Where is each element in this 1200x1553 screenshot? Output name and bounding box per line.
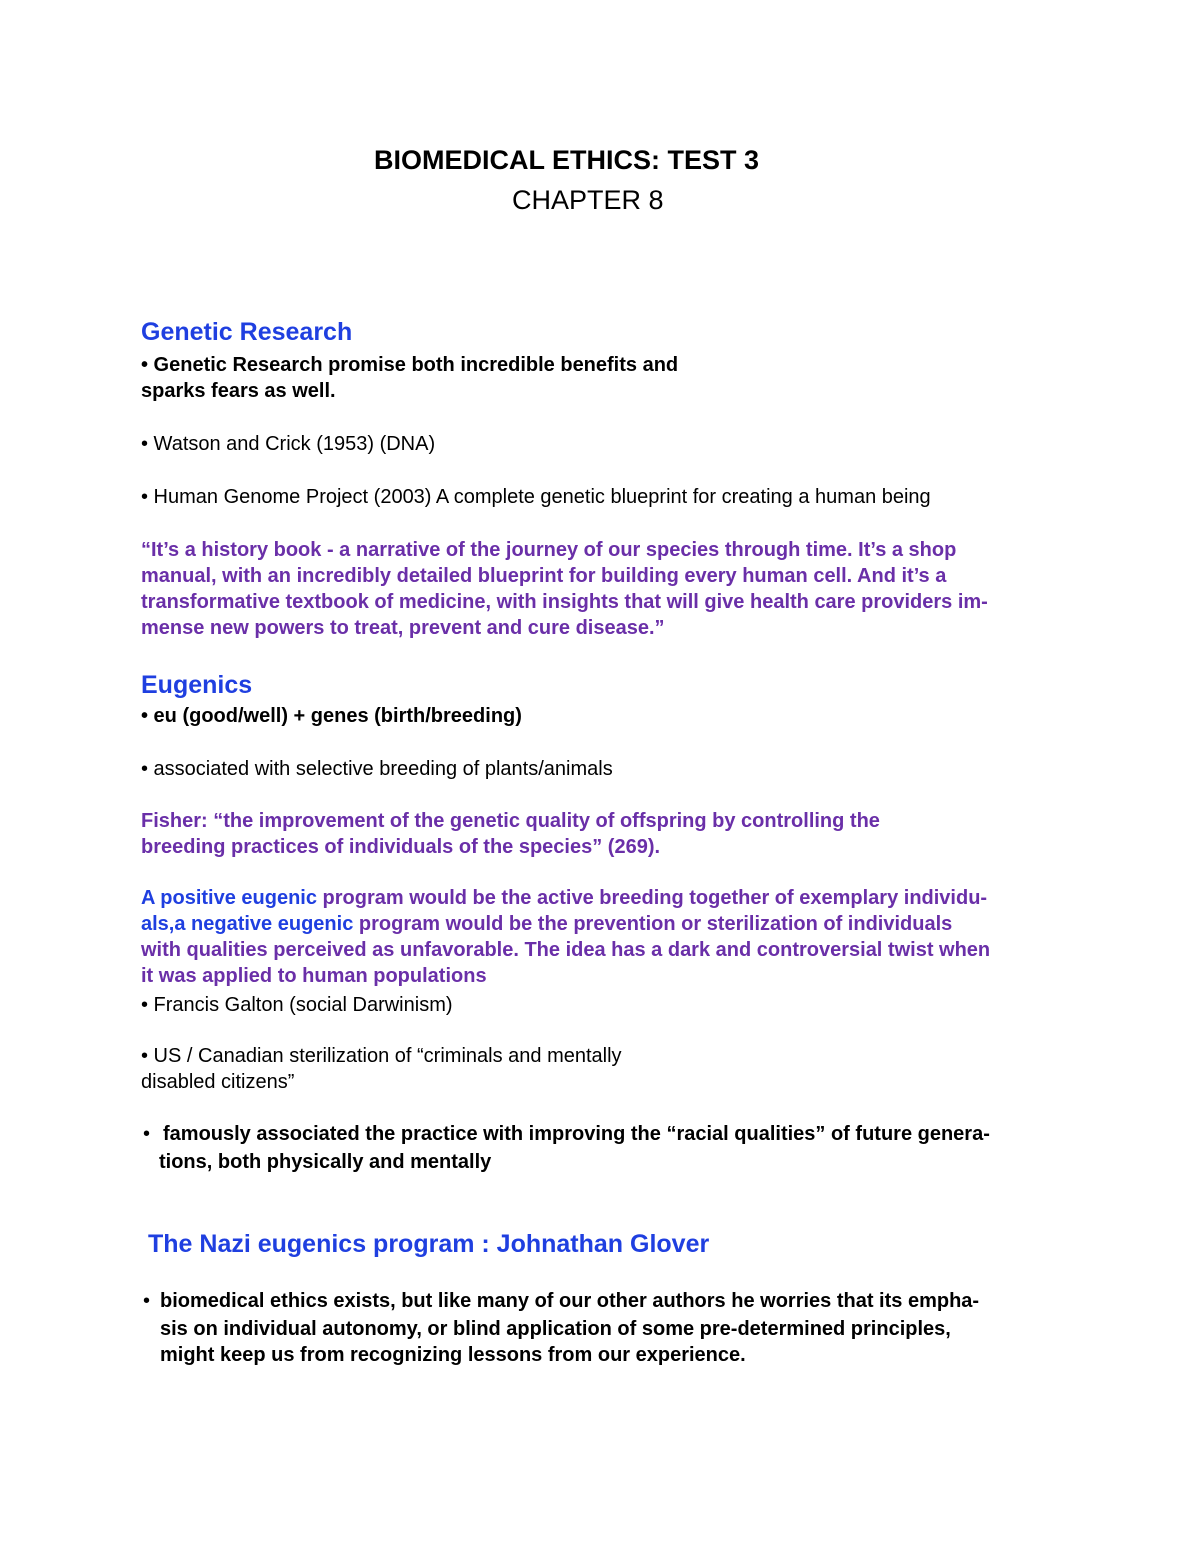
quote-line-4: mense new powers to treat, prevent and cure disease.” <box>141 617 665 639</box>
fisher-line-2: breeding practices of individuals of the species” (269). <box>141 836 661 858</box>
genetic-intro-line-2: sparks fears as well. <box>141 380 336 402</box>
genetic-intro-line-1: • Genetic Research promise both incredible benefits and <box>141 354 679 376</box>
nazi-line-3: might keep us from recognizing lessons from our experience. <box>160 1344 746 1366</box>
program-line-2 <box>141 911 952 937</box>
positive-eugenic-term: A positive eugenic <box>141 887 317 909</box>
program-line-4: it was applied to human populations <box>141 965 487 987</box>
bullet-sterilization-line-1: • US / Canadian sterilization of “criminals and mentally <box>141 1045 622 1067</box>
bullet-eu-genes: • eu (good/well) + genes (birth/breeding) <box>141 705 522 727</box>
bullet-francis-galton: • Francis Galton (social Darwinism) <box>141 994 453 1016</box>
nazi-line-1: biomedical ethics exists, but like many of our other authors he worries that its empha- <box>160 1290 980 1312</box>
nazi-line-2: sis on individual autonomy, or blind application of some pre-determined principles, <box>160 1318 951 1340</box>
bullet-human-genome: • Human Genome Project (2003) A complete genetic blueprint for creating a human being <box>141 486 931 508</box>
quote-line-2: manual, with an incredibly detailed blueprint for building every human cell. And it’s a <box>141 565 947 587</box>
fisher-line-1: Fisher: “the improvement of the genetic quality of offspring by controlling the <box>141 810 880 832</box>
program-line-1-rest: program would be the active breeding together of exemplary individu- <box>316 887 988 909</box>
bullet-racial-qualities-mark: • <box>143 1123 151 1145</box>
program-line-3: with qualities perceived as unfavorable. The idea has a dark and controversial twist when <box>141 939 991 961</box>
document-subtitle: CHAPTER 8 <box>512 185 664 215</box>
section-heading-nazi-eugenics: The Nazi eugenics program : Johnathan Glover <box>148 1230 710 1258</box>
section-heading-eugenics: Eugenics <box>141 671 253 699</box>
program-line-1 <box>141 885 987 911</box>
bullet-racial-qualities-line-1: famously associated the practice with improving the “racial qualities” of future genera- <box>163 1123 990 1145</box>
nazi-bullet-mark: • <box>143 1290 151 1312</box>
bullet-sterilization-line-2: disabled citizens” <box>141 1071 295 1093</box>
program-line-2-rest: program would be the prevention or sterilization of individuals <box>353 913 953 935</box>
bullet-watson-crick: • Watson and Crick (1953) (DNA) <box>141 433 436 455</box>
bullet-racial-qualities-line-2: tions, both physically and mentally <box>159 1151 492 1173</box>
negative-eugenic-term: als,a negative eugenic <box>141 913 354 935</box>
document-title: BIOMEDICAL ETHICS: TEST 3 <box>374 145 760 175</box>
quote-line-3: transformative textbook of medicine, with insights that will give health care providers im- <box>141 591 988 613</box>
section-heading-genetic-research: Genetic Research <box>141 318 353 346</box>
bullet-selective-breeding: • associated with selective breeding of plants/animals <box>141 758 613 780</box>
quote-line-1: “It’s a history book - a narrative of the journey of our species through time. It’s a shop <box>141 539 957 561</box>
